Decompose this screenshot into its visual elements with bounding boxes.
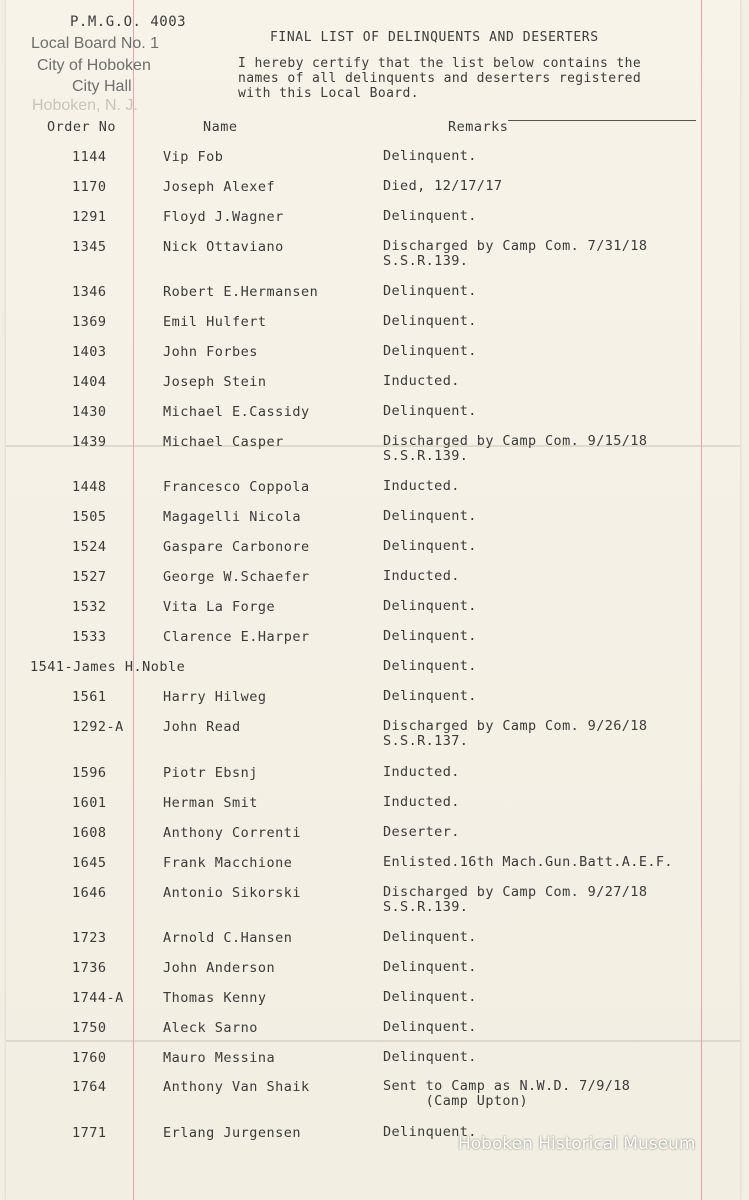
remarks: Delinquent. <box>383 658 477 674</box>
registrant-name: Gaspare Carbonore <box>163 539 310 555</box>
remarks: Discharged by Camp Com. 9/27/18 S.S.R.139. <box>383 884 648 915</box>
document-paper <box>6 0 740 1200</box>
order-number: 1439 <box>72 434 107 450</box>
stamp-board: Local Board No. 1 <box>31 35 160 52</box>
registrant-name: Vita La Forge <box>163 599 276 615</box>
order-number: 1646 <box>72 885 107 901</box>
stamp-place: Hoboken, N. J. <box>32 97 138 114</box>
document-title: FINAL LIST OF DELINQUENTS AND DESERTERS <box>270 30 599 45</box>
remarks: Delinquent. <box>383 598 477 614</box>
remarks: Inducted. <box>383 794 460 810</box>
order-number: 1532 <box>72 599 107 615</box>
order-number: 1527 <box>72 569 107 585</box>
order-number: 1346 <box>72 284 107 300</box>
form-number: P.M.G.O. 4003 <box>70 14 187 30</box>
remarks: Delinquent. <box>383 538 477 554</box>
registrant-name: John Forbes <box>163 344 258 360</box>
remarks: Delinquent. <box>383 508 477 524</box>
registrant-name: Antonio Sikorski <box>163 885 302 901</box>
order-number: 1561 <box>72 689 107 705</box>
remarks: Sent to Camp as N.W.D. 7/9/18 (Camp Upton) <box>383 1078 631 1109</box>
order-number: 1144 <box>72 149 107 165</box>
order-number: 1645 <box>72 855 107 871</box>
order-number: 1760 <box>72 1050 107 1066</box>
remarks: Inducted. <box>383 764 460 780</box>
remarks: Died, 12/17/17 <box>383 178 503 194</box>
registrant-name: Vip Fob <box>163 149 224 165</box>
remarks: Inducted. <box>383 478 460 494</box>
remarks: Inducted. <box>383 568 460 584</box>
right-margin-line <box>701 0 702 1200</box>
remarks: Delinquent. <box>383 1049 477 1065</box>
registrant-name: Thomas Kenny <box>163 990 267 1006</box>
remarks: Delinquent. <box>383 929 477 945</box>
column-header-remarks: Remarks <box>448 119 509 135</box>
certification-line: names of all delinquents and deserters registered <box>238 71 642 86</box>
stamp-hall: City Hall <box>72 78 132 95</box>
order-number: 1596 <box>72 765 107 781</box>
order-number: 1723 <box>72 930 107 946</box>
column-header-name: Name <box>203 119 238 135</box>
order-number: 1533 <box>72 629 107 645</box>
order-number: 1541-James H.Noble <box>30 659 186 675</box>
registrant-name: Joseph Stein <box>163 374 267 390</box>
registrant-name: Mauro Messina <box>163 1050 276 1066</box>
column-header-order: Order No <box>47 119 117 135</box>
order-number: 1505 <box>72 509 107 525</box>
paper-fold <box>6 1040 740 1042</box>
remarks: Delinquent. <box>383 688 477 704</box>
registrant-name: Michael E.Cassidy <box>163 404 310 420</box>
order-number: 1736 <box>72 960 107 976</box>
registrant-name: Francesco Coppola <box>163 479 310 495</box>
registrant-name: Herman Smit <box>163 795 258 811</box>
remarks: Delinquent. <box>383 403 477 419</box>
remarks: Delinquent. <box>383 1124 477 1140</box>
registrant-name: John Read <box>163 719 241 735</box>
remarks: Delinquent. <box>383 208 477 224</box>
order-number: 1291 <box>72 209 107 225</box>
left-margin-line <box>133 0 134 1200</box>
registrant-name: Erlang Jurgensen <box>163 1125 302 1141</box>
order-number: 1403 <box>72 344 107 360</box>
order-number: 1750 <box>72 1020 107 1036</box>
order-number: 1524 <box>72 539 107 555</box>
order-number: 1601 <box>72 795 107 811</box>
remarks: Discharged by Camp Com. 9/26/18 S.S.R.137. <box>383 718 648 749</box>
watermark: Hoboken Historical Museum <box>458 1134 696 1154</box>
remarks: Inducted. <box>383 373 460 389</box>
registrant-name: Magagelli Nicola <box>163 509 302 525</box>
registrant-name: Anthony Van Shaik <box>163 1079 310 1095</box>
order-number: 1404 <box>72 374 107 390</box>
order-number: 1369 <box>72 314 107 330</box>
registrant-name: John Anderson <box>163 960 276 976</box>
remarks: Discharged by Camp Com. 9/15/18 S.S.R.139. <box>383 433 648 464</box>
registrant-name: George W.Schaefer <box>163 569 310 585</box>
order-number: 1764 <box>72 1079 107 1095</box>
registrant-name: Frank Macchione <box>163 855 293 871</box>
registrant-name: Piotr Ebsnj <box>163 765 258 781</box>
order-number: 1170 <box>72 179 107 195</box>
remarks: Delinquent. <box>383 1019 477 1035</box>
registrant-name: Robert E.Hermansen <box>163 284 319 300</box>
order-number: 1292-A <box>72 719 124 735</box>
stamp-city: City of Hoboken <box>37 57 151 74</box>
registrant-name: Floyd J.Wagner <box>163 209 284 225</box>
order-number: 1771 <box>72 1125 107 1141</box>
registrant-name: Joseph Alexef <box>163 179 276 195</box>
remarks: Delinquent. <box>383 989 477 1005</box>
registrant-name: Michael Casper <box>163 434 284 450</box>
registrant-name: Anthony Correnti <box>163 825 302 841</box>
remarks: Enlisted.16th Mach.Gun.Batt.A.E.F. <box>383 854 673 870</box>
remarks: Delinquent. <box>383 313 477 329</box>
certification-line: with this Local Board. <box>238 86 419 101</box>
registrant-name: Aleck Sarno <box>163 1020 258 1036</box>
remarks: Delinquent. <box>383 283 477 299</box>
order-number: 1448 <box>72 479 107 495</box>
certification-text <box>238 56 641 101</box>
registrant-name: Clarence E.Harper <box>163 629 310 645</box>
signature-rule <box>508 120 696 121</box>
registrant-name: Arnold C.Hansen <box>163 930 293 946</box>
remarks: Discharged by Camp Com. 7/31/18 S.S.R.139. <box>383 238 648 269</box>
remarks: Delinquent. <box>383 148 477 164</box>
order-number: 1608 <box>72 825 107 841</box>
registrant-name: Emil Hulfert <box>163 314 267 330</box>
remarks: Delinquent. <box>383 628 477 644</box>
remarks: Delinquent. <box>383 343 477 359</box>
order-number: 1430 <box>72 404 107 420</box>
remarks: Deserter. <box>383 824 460 840</box>
remarks: Delinquent. <box>383 959 477 975</box>
certification-line: I hereby certify that the list below contains the <box>238 56 642 71</box>
registrant-name: Harry Hilweg <box>163 689 267 705</box>
order-number: 1345 <box>72 239 107 255</box>
registrant-name: Nick Ottaviano <box>163 239 284 255</box>
order-number: 1744-A <box>72 990 124 1006</box>
